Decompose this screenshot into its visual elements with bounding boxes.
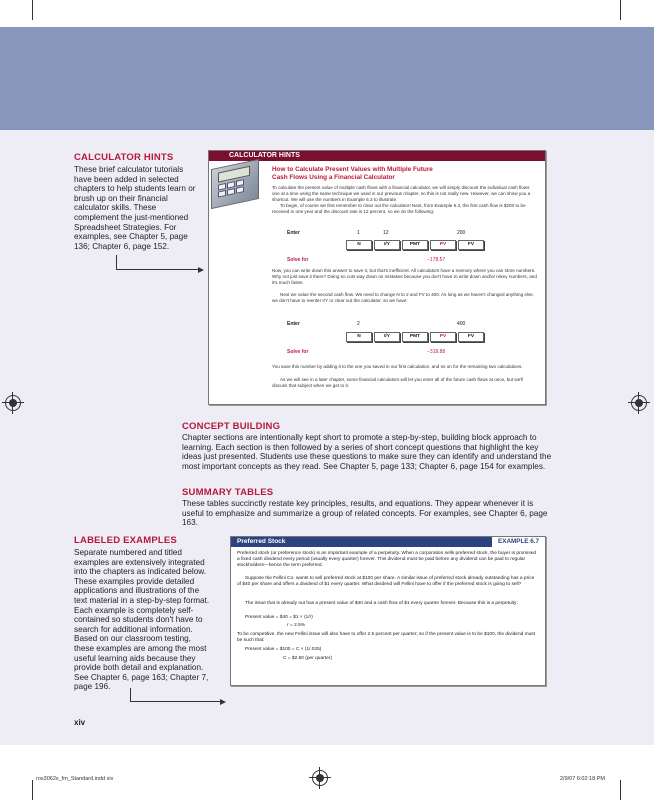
- calc-key-pv: PV: [430, 240, 456, 250]
- pointer-arrow-icon: [198, 267, 204, 273]
- calc-box-title: How to Calculate Present Values with Multiple Future Cash Flows Using a Financial Calculator: [272, 166, 433, 181]
- entered-value: 400: [457, 321, 466, 327]
- calc-paragraph: Next we value the second cash flow. We need to change N to 2 and FV to 400. As long as we haven't changed anything else, we don't have to reenter I/Y or clear out the calculator, so we have:: [272, 292, 535, 303]
- example-header: [231, 537, 545, 547]
- pointer-line: [116, 255, 117, 269]
- entered-value: 1: [357, 230, 360, 236]
- top-banner: [0, 27, 654, 130]
- trim-mark: [620, 780, 621, 800]
- registration-mark-icon: [631, 395, 647, 411]
- example-paragraph: The issue that is already out has a present value of $40 and a cash flow of $1 every quarter forever. Because this is a perpetuity:: [245, 601, 518, 606]
- example-title: Preferred Stock: [237, 538, 286, 545]
- example-equation: Present value = $40 = $1 × (1/r): [245, 615, 313, 620]
- trim-mark: [32, 780, 33, 800]
- calc-paragraph: You save this number by adding it to the one you saved in our first calculation, and so on for the remaining two calculations.: [272, 364, 523, 369]
- solve-for-label: Solve for: [287, 257, 309, 263]
- calc-paragraph: To calculate the present value of multiple cash flows with a financial calculator, we will simply discount the individual cash flows one at a time using the same technique we used in our previous chapter, so this is not really new. However, we can show you a shortcut. We will use the numbers in Example 6.3 to illustrate.: [272, 185, 531, 202]
- concept-building-heading: CONCEPT BUILDING: [182, 421, 281, 432]
- calc-paragraph: As we will see in a later chapter, some financial calculators will let you enter all of the future cash flows at once, but we'll discuss that subject when we get to it.: [272, 377, 524, 388]
- example-paragraph: To be competitive, the new Fellini issue will also have to offer 2.5 percent per quarter; so if the present value is to be $100, the dividend must be such that:: [237, 632, 536, 644]
- calc-key-fv: FV: [458, 240, 484, 250]
- enter-label: Enter: [287, 321, 300, 327]
- pointer-arrow-icon: [220, 699, 226, 705]
- calc-key-iy: I/Y: [374, 240, 400, 250]
- labeled-examples-text: Separate numbered and titled examples are extensively integrated into the chapters as indicated below. These examples provide detailed applications and illustrations of the text material in a step-by-step format. Each example is completely self-contained so students don't have to search for additional information. Based on our classroom testing, these examples are among the most useful learning aids because they provide both detail and explanation. See Chapter 6, page 163; Chapter 7, page 196.: [74, 548, 210, 692]
- calc-paragraph: Now, you can write down this answer to save it, but that's inefficient. All calculators have a memory where you can store numbers. Why not just save it there? Doing so cuts way down on mistakes because you don't have to write down and/or rekey numbers, and it's much faster.: [272, 268, 537, 285]
- example-box: [230, 536, 546, 686]
- entered-value: 12: [383, 230, 389, 236]
- calculator-icon: [211, 159, 259, 209]
- calc-key-pv: PV: [430, 332, 456, 342]
- trim-mark: [32, 0, 33, 20]
- calc-key-n: N: [346, 332, 372, 342]
- calc-key-iy: I/Y: [374, 332, 400, 342]
- calculator-hints-box: [208, 150, 546, 405]
- entered-value: 200: [457, 230, 466, 236]
- example-paragraph: Suppose the Fellini Co. wants to sell preferred stock at $100 per share. A similar issue of preferred stock already outstanding has a price of $40 per share and offers a dividend of $1 every quarter. What dividend will Fellini have to offer if the preferred stock is going to sell?: [237, 576, 535, 588]
- solved-result: −178.57: [427, 257, 446, 263]
- summary-tables-text: These tables succinctly restate key principles, results, and equations. They appear whenever it is useful to emphasize and summarize a group of related concepts. For examples, see Chapter 6, page 163.: [182, 499, 548, 528]
- calculator-hints-text: These brief calculator tutorials have been added in selected chapters to help students learn or brush up on their financial calculator skills. These complement the just-mentioned Spreadsheet Strategies. For examples, see Chapter 5, page 136; Chapter 6, page 152.: [74, 165, 196, 251]
- footer-timestamp: 2/9/07 6:02:18 PM: [560, 776, 605, 782]
- labeled-examples-heading: LABELED EXAMPLES: [74, 535, 177, 546]
- entered-value: 2: [357, 321, 360, 327]
- concept-building-text: Chapter sections are intentionally kept short to promote a step-by-step, building block approach to learning. Each section is then followed by a series of short concept questions that highlight the key ideas just presented. Students use these questions to make sure they can identify and understand the most important concepts as they read. See Chapter 5, page 133; Chapter 6, page 154 for examples.: [182, 433, 552, 471]
- footer-file-info: ros3062x_fm_Standard.indd xiv: [36, 776, 114, 782]
- summary-tables-heading: SUMMARY TABLES: [182, 487, 274, 498]
- calc-key-fv: FV: [458, 332, 484, 342]
- solve-for-label: Solve for: [287, 349, 309, 355]
- calc-paragraph: To begin, of course we first remember to clear out the calculator! Next, from Example 6.3, the first cash flow is $200 to be received in one year and the discount rate is 12 percent, so we do the following:: [272, 203, 526, 214]
- pointer-line: [130, 701, 220, 702]
- example-equation: C = $2.50 (per quarter): [283, 656, 332, 661]
- example-number-badge: EXAMPLE 6.7: [491, 537, 545, 547]
- trim-mark: [620, 0, 621, 20]
- calc-box-header: CALCULATOR HINTS: [209, 151, 545, 161]
- calc-key-pmt: PMT: [402, 240, 428, 250]
- example-paragraph: Preferred stock (or preference stock) is an important example of a perpetuity. When a corporation sells preferred stock, the buyer is promised a fixed cash dividend every period (usually every quarter) forever. This dividend must be paid before any dividend can be paid to regular stockholders—hence the term preferred.: [237, 551, 537, 569]
- page-number: xiv: [74, 718, 86, 727]
- pointer-line: [130, 688, 131, 701]
- enter-label: Enter: [287, 230, 300, 236]
- registration-mark-icon: [5, 395, 21, 411]
- calc-key-n: N: [346, 240, 372, 250]
- calc-key-pmt: PMT: [402, 332, 428, 342]
- registration-mark-icon: [312, 770, 328, 786]
- solved-result: −318.88: [427, 349, 446, 355]
- pointer-line: [116, 269, 198, 270]
- calculator-hints-heading: CALCULATOR HINTS: [74, 152, 174, 163]
- example-equation: Present value = $100 = C × (1/.025): [245, 647, 322, 652]
- example-equation: r = 2.5%: [287, 623, 305, 628]
